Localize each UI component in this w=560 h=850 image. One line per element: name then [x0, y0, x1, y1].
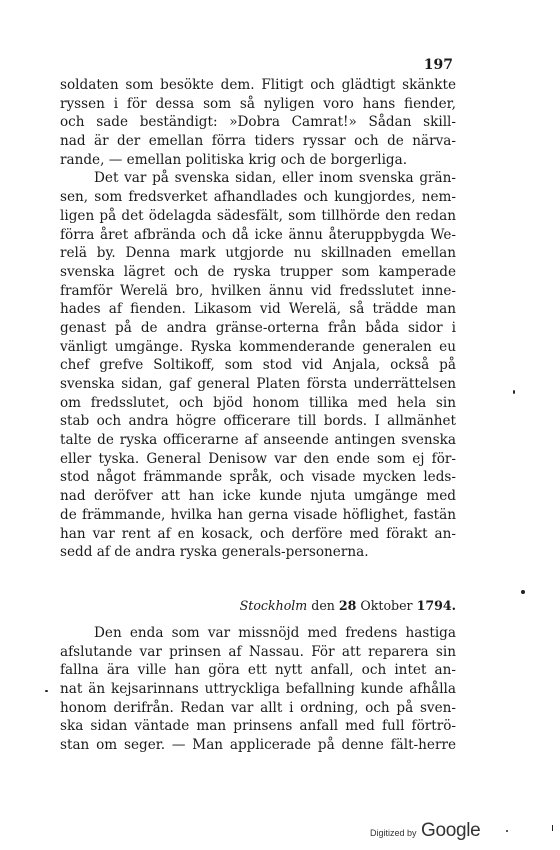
text-line: de främmande, hvilka han gerna visade höflighet, fastän: [60, 506, 456, 523]
dateline-month: Oktober: [356, 598, 417, 613]
text-line: och sade beständigt: »Dobra Camrat!» Sådan skill-: [60, 114, 456, 131]
text-line: ska sidan väntade man prinsens anfall med full förtrö-: [60, 718, 456, 735]
text-line: ligen på det ödelagda sädesfält, som tillhörde den redan: [60, 207, 456, 224]
text-line: honom derifrån. Redan var allt i ordning, och på sven-: [60, 699, 456, 716]
text-line: nad är der emellan förra tiders ryssar och de närva-: [60, 133, 456, 150]
scan-speck: [552, 825, 553, 831]
text-line: sedd af de andra ryska generals-personerna.: [60, 544, 369, 561]
text-line: stab och andra högre officerare till bords. I allmänhet: [60, 413, 456, 430]
dateline-place: Stockholm: [239, 598, 308, 613]
dateline-text: den: [307, 598, 339, 613]
scan-speck: [45, 690, 48, 692]
text-line: ryssen i för dessa som så nyligen voro hans fiender,: [60, 95, 456, 112]
text-line: förra året afbrända och då icke ännu återuppbygda We-: [60, 226, 456, 243]
text-line: relä by. Denna mark utgjorde nu skillnaden emellan: [60, 245, 456, 262]
text-line: om fredsslutet, och bjöd honom tillika med hela sin: [60, 394, 456, 411]
page-body-continued: [60, 624, 456, 755]
text-line: chef grefve Soltikoff, som stod vid Anjala, också på: [60, 357, 456, 374]
google-logo: Google: [420, 820, 481, 841]
text-line: nat än kejsarinnans uttryckliga befallning kunde afhålla: [60, 681, 456, 698]
text-line: fallna ära ville han göra ett nytt anfall, och intet an-: [60, 662, 456, 679]
text-line: nad deröfver att han icke kunde njuta umgänge med: [60, 488, 456, 505]
text-line: vänligt umgänge. Ryska kommenderande generalen eu: [60, 338, 456, 355]
text-line: rande, — emellan politiska krig och de borgerliga.: [60, 151, 408, 168]
text-line: talte de ryska officerarne af anseende antingen svenska: [60, 432, 456, 449]
text-line: sen, som fredsverket afhandlades och kungjordes, nem-: [60, 189, 456, 206]
page-body: [60, 76, 456, 562]
page-number: 197: [423, 57, 453, 73]
text-line: framför Werelä bro, hvilken ännu vid fredsslutet inne-: [60, 282, 456, 299]
dateline-day: 28: [338, 598, 357, 613]
text-line: Det var på svenska sidan, eller inom svenska grän-: [94, 170, 456, 187]
text-line: svenska sidan, gaf general Platen första underrättelsen: [60, 376, 456, 392]
text-line: stod något främmande språk, och visade mycken leds-: [60, 469, 456, 486]
text-line: genast på de andra gränse-orterna från båda sidor i: [60, 319, 456, 336]
text-line: eller tyska. General Denisow var den ende som ej för-: [60, 450, 456, 467]
text-line: afslutande var prinsen af Nassau. För att reparera sin: [60, 643, 456, 660]
dateline-year: 1794.: [416, 598, 456, 613]
scan-speck: [513, 390, 515, 394]
scan-speck: [506, 830, 508, 832]
text-line: stan om seger. — Man applicerade på denne fält-herre: [60, 737, 456, 754]
digitized-by-google-watermark: [370, 820, 480, 842]
text-line: svenska lägret och de ryska trupper som kamperade: [60, 263, 456, 280]
text-line: han var rent af en kosack, och derföre med förakt an-: [60, 525, 456, 542]
text-line: Den enda som var missnöjd med fredens hastiga: [94, 625, 456, 641]
scan-speck: [521, 590, 525, 594]
text-line: hades af fienden. Likasom vid Werelä, så trädde man: [60, 301, 456, 318]
watermark-prefix: Digitized by: [370, 828, 417, 838]
dateline: [238, 598, 456, 613]
text-line: soldaten som besökte dem. Flitigt och glädtigt skänkte: [60, 77, 456, 93]
